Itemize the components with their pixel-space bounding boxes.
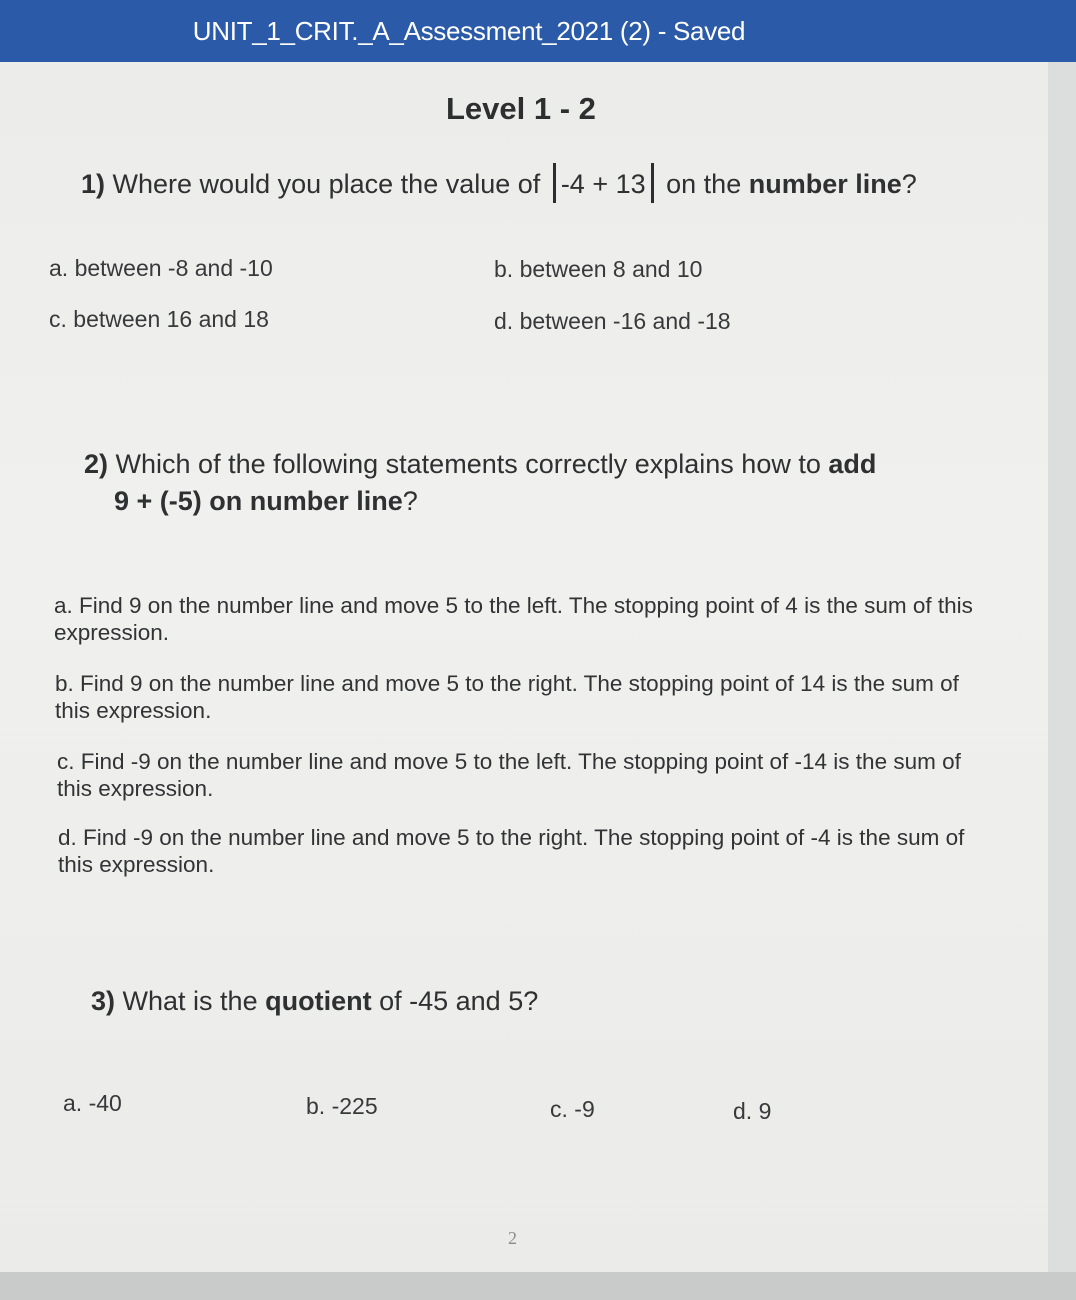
document-title[interactable] [193, 16, 745, 47]
window-edge [1048, 62, 1076, 1272]
absolute-value-bar-right [651, 163, 654, 203]
question-3-text-after: of -45 and 5? [379, 986, 539, 1016]
question-3-text: What is the [122, 986, 258, 1016]
question-1-number: 1) [81, 169, 106, 199]
question-3-number: 3) [91, 986, 116, 1016]
question-2-number: 2) [84, 449, 109, 479]
save-status: Saved [673, 15, 746, 46]
page-heading: Level 1 - 2 [446, 91, 596, 126]
question-3 [91, 986, 538, 1017]
q1-option-a: a. between -8 and -10 [49, 255, 273, 281]
question-1-text: Where would you place the value of [112, 169, 541, 199]
title-separator: - [650, 15, 673, 46]
window-title-bar [0, 0, 1076, 62]
q3-option-a: a. -40 [63, 1090, 122, 1116]
window-bottom-edge [0, 1272, 1076, 1300]
question-2-end: ? [402, 486, 418, 516]
question-1-end: ? [901, 169, 917, 199]
document-name: UNIT_1_CRIT._A_Assessment_2021 (2) [192, 15, 651, 46]
q3-option-d: d. 9 [733, 1098, 772, 1124]
q1-option-c: c. between 16 and 18 [49, 306, 269, 332]
question-2-line-2 [114, 486, 418, 517]
question-2-text: Which of the following statements correctly explains how to [115, 449, 821, 479]
q2-option-d: d. Find -9 on the number line and move 5 to the right. The stopping point of -4 is the sum of this expression. [58, 825, 965, 877]
page-number: 2 [508, 1228, 517, 1248]
question-2-expression: 9 + (-5) on number line [114, 486, 403, 516]
question-2-bold-word: add [828, 449, 877, 479]
question-1-text-middle: on the [666, 169, 742, 199]
q3-option-b: b. -225 [306, 1093, 378, 1119]
question-1-bold-term: number line [748, 169, 902, 199]
question-1-expression: -4 + 13 [560, 169, 646, 199]
question-2-line-1 [84, 449, 876, 480]
q1-option-b: b. between 8 and 10 [494, 256, 703, 282]
q2-option-a: a. Find 9 on the number line and move 5 to the left. The stopping point of 4 is the sum of this expression. [54, 593, 973, 645]
question-3-bold-term: quotient [265, 986, 372, 1016]
question-1 [81, 163, 917, 203]
q2-option-b: b. Find 9 on the number line and move 5 to the right. The stopping point of 14 is the sum of this expression. [55, 671, 959, 723]
q3-option-c: c. -9 [550, 1096, 595, 1122]
q2-option-c: c. Find -9 on the number line and move 5 to the left. The stopping point of -14 is the sum of this expression. [57, 749, 961, 801]
absolute-value-bar-left [553, 163, 556, 203]
document-page [0, 62, 1048, 1272]
q1-option-d: d. between -16 and -18 [494, 308, 731, 334]
